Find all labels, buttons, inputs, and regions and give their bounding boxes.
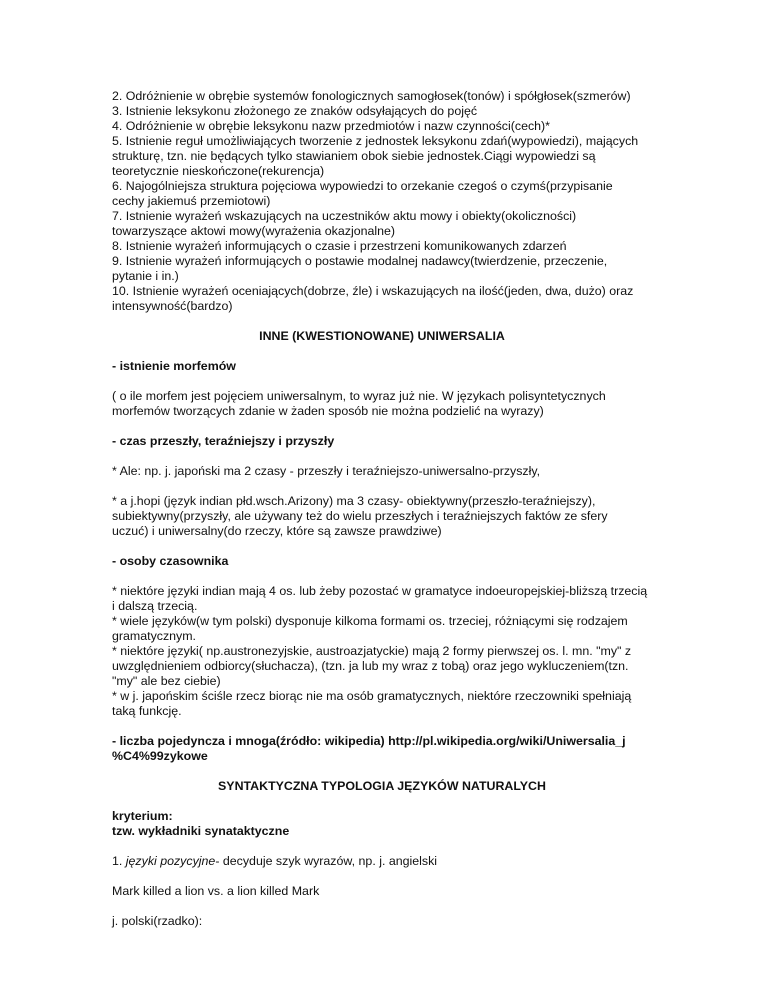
paragraph-line: ( o ile morfem jest pojęciem uniwersalnym, to wyraz już nie. W językach polisyntetycznych <box>112 389 606 403</box>
section-heading-inne: INNE (KWESTIONOWANE) UNIWERSALIA <box>259 329 505 343</box>
paragraph-line: morfemów tworzących zdanie w żaden sposób nie można podzielić na wyrazy) <box>112 404 544 418</box>
paragraph-line: gramatycznym. <box>112 629 196 643</box>
list-line: 7. Istnienie wyrażeń wskazujących na uczestników aktu mowy i obiekty(okoliczności) <box>112 209 577 223</box>
list-line: 5. Istnienie reguł umożliwiających tworzenie z jednostek leksykonu zdań(wypowiedzi), mających <box>112 134 639 148</box>
list-line: 8. Istnienie wyrażeń informujących o czasie i przestrzeni komunikowanych zdarzeń <box>112 239 567 253</box>
example-sentence: Mark killed a lion vs. a lion killed Mark <box>112 884 320 898</box>
paragraph-line: uczuć) i uniwersalny(do rzeczy, które są zawsze prawdziwe) <box>112 524 442 538</box>
pozycyjne-term: języki pozycyjne <box>125 854 216 868</box>
list-line: 3. Istnienie leksykonu złożonego ze znaków odsyłających do pojęć <box>112 104 478 118</box>
paragraph-line: uwzględnieniem odbiorcy(słuchacza), (tzn. ja lub my wraz z tobą) oraz jego wykluczeniem(tzn. <box>112 659 629 673</box>
list-line: cechy jakiemuś przemiotowi) <box>112 194 271 208</box>
paragraph-line: * Ale: np. j. japoński ma 2 czasy - przeszły i teraźniejszo-uniwersalno-przyszły, <box>112 464 541 478</box>
subheading-liczba: - liczba pojedyncza i mnoga(źródło: wikipedia) http://pl.wikipedia.org/wiki/Uniwersalia_j <box>112 734 626 748</box>
section-heading-syntaktyczna: SYNTAKTYCZNA TYPOLOGIA JĘZYKÓW NATURALYCH <box>218 779 546 793</box>
kryterium-label: kryterium: <box>112 809 173 823</box>
kryterium-value: tzw. wykładniki synataktyczne <box>112 824 290 838</box>
paragraph-polski: j. polski(rzadko): <box>112 914 203 928</box>
paragraph-line: * a j.hopi (język indian płd.wsch.Arizony) ma 3 czasy- obiektywny(przeszło-teraźniejszy), <box>112 494 596 508</box>
subheading-czas: - czas przeszły, teraźniejszy i przyszły <box>112 434 335 448</box>
universals-list <box>112 89 652 314</box>
paragraph-line: * wiele języków(w tym polski) dysponuje kilkoma formami os. trzeciej, różniącymi się rodzajem <box>112 614 628 628</box>
paragraph-line: i dalszą trzecią. <box>112 599 198 613</box>
paragraph-line: * niektóre języki indian mają 4 os. lub żeby pozostać w gramatyce indoeuropejskiej-bliższą trzecią <box>112 584 648 598</box>
paragraph-line: * niektóre języki( np.austronezyjskie, austroazjatyckie) mają 2 formy pierwszej os. l. mn. "my" z <box>112 644 632 658</box>
paragraph-line: taką funkcję. <box>112 704 182 718</box>
list-line: 6. Najogólniejsza struktura pojęciowa wypowiedzi to orzekanie czegoś o czymś(przypisanie <box>112 179 613 193</box>
document-page <box>112 89 652 929</box>
list-line: strukturę, tzn. nie będących tylko stawianiem obok siebie jednostek.Ciągi wypowiedzi są <box>112 149 596 163</box>
subheading-morfemow: - istnienie morfemów <box>112 359 236 373</box>
list-line: 10. Istnienie wyrażeń oceniających(dobrze, źle) i wskazujących na ilość(jeden, dwa, dużo) oraz <box>112 284 634 298</box>
paragraph-pozycyjne <box>112 854 652 869</box>
pozycyjne-number: 1. <box>112 854 126 868</box>
list-line: 2. Odróżnienie w obrębie systemów fonologicznych samogłosek(tonów) i spółgłosek(szmerów) <box>112 89 631 103</box>
list-line: 4. Odróżnienie w obrębie leksykonu nazw przedmiotów i nazw czynności(cech)* <box>112 119 551 133</box>
paragraph-line: * w j. japońskim ściśle rzecz biorąc nie ma osób gramatycznych, niektóre rzeczowniki spełniają <box>112 689 632 703</box>
subheading-osoby: - osoby czasownika <box>112 554 229 568</box>
list-line: teoretycznie nieskończone(rekurencja) <box>112 164 325 178</box>
list-line: pytanie i in.) <box>112 269 179 283</box>
paragraph-line: "my" ale bez ciebie) <box>112 674 221 688</box>
list-line: 9. Istnienie wyrażeń informujących o postawie modalnej nadawcy(twierdzenie, przeczenie, <box>112 254 608 268</box>
list-line: towarzyszące aktowi mowy(wyrażenia okazjonalne) <box>112 224 396 238</box>
list-line: intensywność(bardzo) <box>112 299 233 313</box>
paragraph-line: subiektywny(przyszły, ale używany też do wielu przeszłych i teraźniejszych faktów ze sfery <box>112 509 608 523</box>
pozycyjne-desc: - decyduje szyk wyrazów, np. j. angielski <box>215 854 438 868</box>
subheading-liczba-cont: %C4%99zykowe <box>112 749 208 763</box>
